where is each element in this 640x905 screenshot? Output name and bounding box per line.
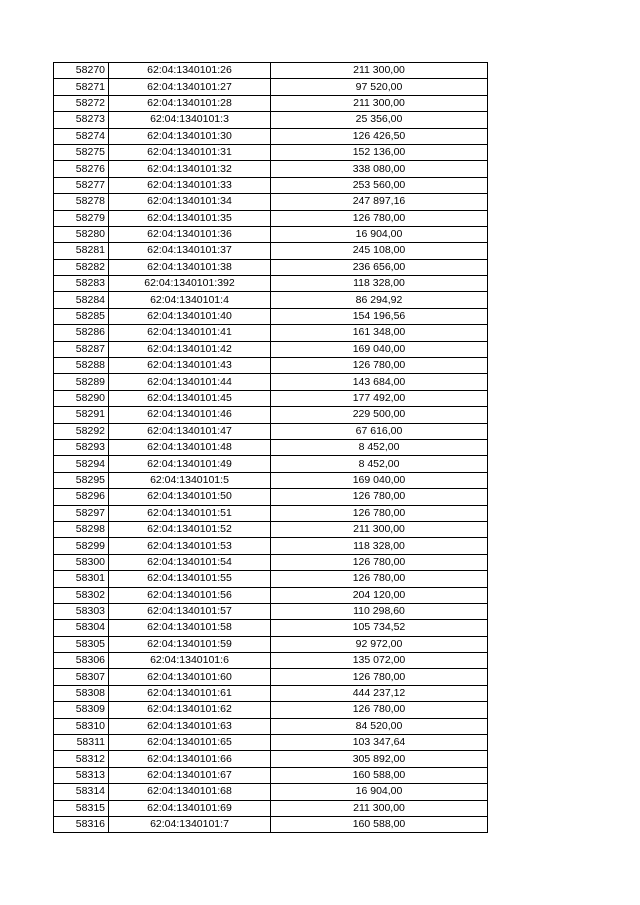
table-row [54,390,488,406]
table-row [54,702,488,718]
value-cell: 338 080,00 [271,161,488,177]
cadastral-number-cell: 62:04:1340101:55 [109,571,271,587]
table-row [54,521,488,537]
row-number-cell: 58277 [54,177,109,193]
value-cell: 84 520,00 [271,718,488,734]
value-cell: 126 780,00 [271,505,488,521]
value-cell: 143 684,00 [271,374,488,390]
row-number-cell: 58310 [54,718,109,734]
cadastral-number-cell: 62:04:1340101:67 [109,767,271,783]
value-cell: 8 452,00 [271,456,488,472]
table-row [54,374,488,390]
table-body [54,63,488,833]
row-number-cell: 58290 [54,390,109,406]
value-cell: 118 328,00 [271,538,488,554]
table-row [54,653,488,669]
row-number-cell: 58293 [54,439,109,455]
table-row [54,63,488,79]
value-cell: 126 426,50 [271,128,488,144]
row-number-cell: 58292 [54,423,109,439]
cadastral-number-cell: 62:04:1340101:41 [109,325,271,341]
cadastral-number-cell: 62:04:1340101:35 [109,210,271,226]
table-row [54,669,488,685]
row-number-cell: 58313 [54,767,109,783]
cadastral-number-cell: 62:04:1340101:6 [109,653,271,669]
row-number-cell: 58297 [54,505,109,521]
table-row [54,423,488,439]
row-number-cell: 58273 [54,112,109,128]
cadastral-number-cell: 62:04:1340101:4 [109,292,271,308]
row-number-cell: 58294 [54,456,109,472]
table-row [54,505,488,521]
row-number-cell: 58302 [54,587,109,603]
cadastral-number-cell: 62:04:1340101:52 [109,521,271,537]
table-row [54,177,488,193]
value-cell: 67 616,00 [271,423,488,439]
value-cell: 152 136,00 [271,144,488,160]
row-number-cell: 58288 [54,358,109,374]
cadastral-number-cell: 62:04:1340101:43 [109,358,271,374]
row-number-cell: 58284 [54,292,109,308]
table-row [54,259,488,275]
table-row [54,341,488,357]
row-number-cell: 58282 [54,259,109,275]
cadastral-number-cell: 62:04:1340101:57 [109,603,271,619]
cadastral-number-cell: 62:04:1340101:54 [109,554,271,570]
cadastral-number-cell: 62:04:1340101:7 [109,816,271,832]
row-number-cell: 58286 [54,325,109,341]
row-number-cell: 58295 [54,472,109,488]
table-row [54,603,488,619]
row-number-cell: 58306 [54,653,109,669]
value-cell: 86 294,92 [271,292,488,308]
table-row [54,784,488,800]
table-row [54,685,488,701]
cadastral-number-cell: 62:04:1340101:51 [109,505,271,521]
value-cell: 169 040,00 [271,472,488,488]
value-cell: 305 892,00 [271,751,488,767]
cadastral-number-cell: 62:04:1340101:68 [109,784,271,800]
cadastral-number-cell: 62:04:1340101:40 [109,308,271,324]
cadastral-number-cell: 62:04:1340101:36 [109,226,271,242]
table-row [54,243,488,259]
row-number-cell: 58289 [54,374,109,390]
value-cell: 126 780,00 [271,554,488,570]
cadastral-number-cell: 62:04:1340101:26 [109,63,271,79]
value-cell: 211 300,00 [271,521,488,537]
table-row [54,735,488,751]
value-cell: 245 108,00 [271,243,488,259]
row-number-cell: 58315 [54,800,109,816]
cadastral-number-cell: 62:04:1340101:34 [109,194,271,210]
row-number-cell: 58276 [54,161,109,177]
table-row [54,210,488,226]
cadastral-number-cell: 62:04:1340101:392 [109,276,271,292]
value-cell: 247 897,16 [271,194,488,210]
table-row [54,767,488,783]
table-row [54,308,488,324]
row-number-cell: 58311 [54,735,109,751]
value-cell: 211 300,00 [271,800,488,816]
value-cell: 126 780,00 [271,669,488,685]
row-number-cell: 58283 [54,276,109,292]
value-cell: 253 560,00 [271,177,488,193]
cadastral-number-cell: 62:04:1340101:33 [109,177,271,193]
table-row [54,456,488,472]
row-number-cell: 58287 [54,341,109,357]
cadastral-number-cell: 62:04:1340101:5 [109,472,271,488]
table-row [54,751,488,767]
value-cell: 160 588,00 [271,816,488,832]
row-number-cell: 58281 [54,243,109,259]
row-number-cell: 58312 [54,751,109,767]
value-cell: 126 780,00 [271,489,488,505]
row-number-cell: 58274 [54,128,109,144]
table-row [54,144,488,160]
table-row [54,161,488,177]
cadastral-number-cell: 62:04:1340101:27 [109,79,271,95]
table-row [54,636,488,652]
row-number-cell: 58301 [54,571,109,587]
table-row [54,79,488,95]
cadastral-number-cell: 62:04:1340101:49 [109,456,271,472]
table-row [54,571,488,587]
cadastral-number-cell: 62:04:1340101:44 [109,374,271,390]
table-row [54,226,488,242]
table-row [54,276,488,292]
row-number-cell: 58271 [54,79,109,95]
value-cell: 16 904,00 [271,226,488,242]
cadastral-number-cell: 62:04:1340101:31 [109,144,271,160]
cadastral-number-cell: 62:04:1340101:65 [109,735,271,751]
row-number-cell: 58278 [54,194,109,210]
table-row [54,128,488,144]
value-cell: 160 588,00 [271,767,488,783]
row-number-cell: 58304 [54,620,109,636]
value-cell: 177 492,00 [271,390,488,406]
cadastral-number-cell: 62:04:1340101:46 [109,407,271,423]
row-number-cell: 58305 [54,636,109,652]
table-row [54,538,488,554]
row-number-cell: 58279 [54,210,109,226]
cadastral-number-cell: 62:04:1340101:62 [109,702,271,718]
cadastral-number-cell: 62:04:1340101:38 [109,259,271,275]
value-cell: 154 196,56 [271,308,488,324]
table-row [54,292,488,308]
row-number-cell: 58285 [54,308,109,324]
table-row [54,112,488,128]
value-cell: 211 300,00 [271,63,488,79]
cadastral-number-cell: 62:04:1340101:30 [109,128,271,144]
value-cell: 236 656,00 [271,259,488,275]
cadastral-number-cell: 62:04:1340101:58 [109,620,271,636]
data-table [53,62,488,833]
table-row [54,800,488,816]
cadastral-number-cell: 62:04:1340101:53 [109,538,271,554]
cadastral-number-cell: 62:04:1340101:60 [109,669,271,685]
table-row [54,718,488,734]
row-number-cell: 58280 [54,226,109,242]
table-row [54,472,488,488]
cadastral-number-cell: 62:04:1340101:63 [109,718,271,734]
cadastral-number-cell: 62:04:1340101:28 [109,95,271,111]
cadastral-number-cell: 62:04:1340101:37 [109,243,271,259]
cadastral-number-cell: 62:04:1340101:59 [109,636,271,652]
cadastral-number-cell: 62:04:1340101:48 [109,439,271,455]
value-cell: 126 780,00 [271,571,488,587]
row-number-cell: 58291 [54,407,109,423]
table-row [54,358,488,374]
row-number-cell: 58275 [54,144,109,160]
row-number-cell: 58272 [54,95,109,111]
value-cell: 161 348,00 [271,325,488,341]
row-number-cell: 58316 [54,816,109,832]
table-row [54,620,488,636]
table-row [54,325,488,341]
cadastral-number-cell: 62:04:1340101:3 [109,112,271,128]
row-number-cell: 58300 [54,554,109,570]
value-cell: 97 520,00 [271,79,488,95]
row-number-cell: 58296 [54,489,109,505]
table-row [54,816,488,832]
table-row [54,407,488,423]
row-number-cell: 58309 [54,702,109,718]
row-number-cell: 58314 [54,784,109,800]
value-cell: 135 072,00 [271,653,488,669]
table-row [54,554,488,570]
table-row [54,489,488,505]
value-cell: 16 904,00 [271,784,488,800]
cadastral-number-cell: 62:04:1340101:56 [109,587,271,603]
row-number-cell: 58307 [54,669,109,685]
value-cell: 126 780,00 [271,702,488,718]
cadastral-number-cell: 62:04:1340101:50 [109,489,271,505]
cadastral-number-cell: 62:04:1340101:69 [109,800,271,816]
cadastral-number-cell: 62:04:1340101:45 [109,390,271,406]
cadastral-number-cell: 62:04:1340101:66 [109,751,271,767]
table-row [54,587,488,603]
value-cell: 126 780,00 [271,210,488,226]
cadastral-number-cell: 62:04:1340101:61 [109,685,271,701]
value-cell: 229 500,00 [271,407,488,423]
table-row [54,194,488,210]
cadastral-number-cell: 62:04:1340101:42 [109,341,271,357]
value-cell: 92 972,00 [271,636,488,652]
value-cell: 169 040,00 [271,341,488,357]
cadastral-number-cell: 62:04:1340101:47 [109,423,271,439]
value-cell: 211 300,00 [271,95,488,111]
value-cell: 126 780,00 [271,358,488,374]
table-row [54,95,488,111]
value-cell: 444 237,12 [271,685,488,701]
value-cell: 105 734,52 [271,620,488,636]
row-number-cell: 58308 [54,685,109,701]
value-cell: 110 298,60 [271,603,488,619]
row-number-cell: 58270 [54,63,109,79]
value-cell: 103 347,64 [271,735,488,751]
row-number-cell: 58298 [54,521,109,537]
value-cell: 204 120,00 [271,587,488,603]
table-row [54,439,488,455]
row-number-cell: 58303 [54,603,109,619]
row-number-cell: 58299 [54,538,109,554]
value-cell: 118 328,00 [271,276,488,292]
value-cell: 8 452,00 [271,439,488,455]
cadastral-number-cell: 62:04:1340101:32 [109,161,271,177]
value-cell: 25 356,00 [271,112,488,128]
